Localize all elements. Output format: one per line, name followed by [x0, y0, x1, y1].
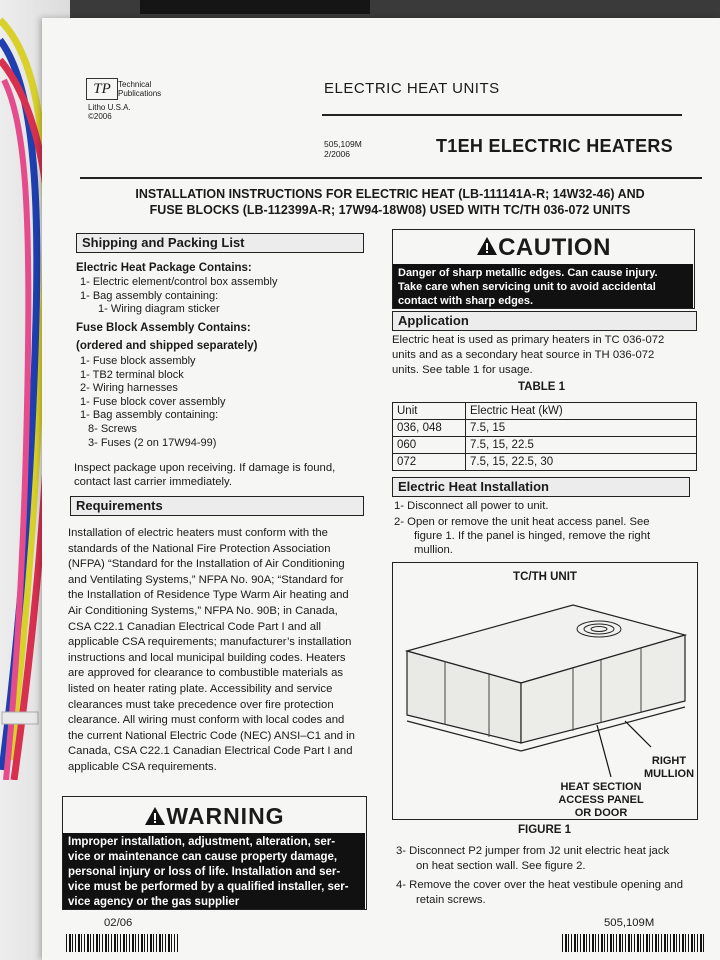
heat-section-label: HEAT SECTION ACCESS PANEL OR DOOR	[558, 781, 644, 819]
title-rule	[80, 177, 702, 179]
list-item: 1- Fuse block cover assembly	[80, 395, 226, 408]
tp-logo: TP	[86, 78, 118, 100]
install-step-2: 2- Open or remove the unit heat access panel. See figure 1. If the panel is hinged, remove the right mullion.	[394, 516, 651, 556]
litho-info: Litho U.S.A. ©2006	[88, 103, 131, 121]
list-item: 1- TB2 terminal block	[80, 368, 184, 381]
warning-box	[62, 796, 367, 910]
table-header-row: Unit Electric Heat (kW)	[393, 403, 697, 420]
right-mullion-label: RIGHT MULLION	[643, 755, 695, 780]
application-text: Electric heat is used as primary heaters in TC 036-072 units and as a secondary heat source in TH 036-072 units. See table 1 for usage.	[392, 334, 665, 376]
barcode-left	[66, 934, 178, 952]
footer-date: 02/06	[104, 917, 133, 929]
list-item: 1- Electric element/control box assembly	[80, 276, 278, 288]
product-title: T1EH ELECTRIC HEATERS	[436, 136, 673, 156]
fuse-heading: Fuse Block Assembly Contains:	[76, 322, 251, 334]
caution-triangle-icon	[476, 236, 498, 256]
caution-text: Danger of sharp metallic edges. Can cause injury. Take care when servicing unit to avoid accidental contact with sharp edges.	[393, 264, 693, 308]
list-item: 8- Screws	[88, 422, 137, 435]
list-item: 1- Bag assembly containing:	[80, 289, 219, 302]
application-heading: Application	[392, 311, 697, 331]
caution-title: CAUTION	[393, 230, 694, 264]
list-item: 1- Fuse block assembly	[80, 355, 196, 367]
figure-title: TC/TH UNIT	[513, 571, 577, 583]
install-step-4: 4- Remove the cover over the heat vestibule opening and retain screws.	[396, 879, 683, 906]
category-title: ELECTRIC HEAT UNITS	[324, 80, 500, 97]
table-row: 060 7.5, 15, 22.5	[393, 437, 697, 454]
footer-doc-number: 505,109M	[604, 917, 655, 929]
installation-heading: Electric Heat Installation	[392, 477, 690, 497]
fuse-subheading: (ordered and shipped separately)	[76, 340, 258, 352]
barcode-right	[562, 934, 704, 952]
list-item: 3- Fuses (2 on 17W94-99)	[88, 436, 217, 449]
table-row: 036, 048 7.5, 15	[393, 420, 697, 437]
warning-title: WARNING	[63, 797, 366, 831]
list-item: 1- Bag assembly containing:	[80, 409, 219, 422]
inspect-note: Inspect package upon receiving. If damage is found, contact last carrier immediately.	[74, 462, 336, 488]
warning-triangle-icon	[144, 806, 166, 826]
table-title: TABLE 1	[518, 381, 566, 393]
main-title: INSTALLATION INSTRUCTIONS FOR ELECTRIC HEAT (LB-111141A-R; 14W32-46) AND FUSE BLOCKS (LB-112399A-R; 17W94-18W08) USED WITH TC/TH 036-072 UNITS	[135, 187, 645, 217]
usage-table	[392, 402, 697, 471]
fuse-list	[80, 355, 226, 450]
publisher-name: Technical Publications	[118, 80, 162, 98]
install-step-1: 1- Disconnect all power to unit.	[394, 500, 549, 512]
doc-meta: 505,109M 2/2006	[324, 139, 362, 159]
caution-box	[392, 229, 695, 309]
figure-caption: FIGURE 1	[518, 824, 572, 836]
requirements-text: Installation of electric heaters must conform with the standards of the National Fire Protection Association (NFPA) “Standard for the Installation of Air Conditioning and Ventilating Systems,” NFPA No. 90A; “Standard for the Installation of Residence Type Warm Air heating and Air Conditioning Systems,” NFPA No. 90B; in Canada, CSA C22.1 Canadian Electrical Code Part I and all applicable CSA requirements; manufacturer’s installation instructions and local municipal building codes. Heaters are approved for clearance to combustible materials as listed on heater rating plate. Accessibility and service clearances must take precedence over fire protection clearance. All wiring must conform with local codes and the current National Electric Code (NEC) ANSI–C1 and in Canada, CSA C22.1 Canadian Electrical Code Part I and applicable CSA requirements.	[68, 527, 355, 773]
table-row: 072 7.5, 15, 22.5, 30	[393, 454, 697, 471]
list-item: 1- Wiring diagram sticker	[98, 303, 220, 316]
install-step-3: 3- Disconnect P2 jumper from J2 unit electric heat jack on heat section wall. See figure 2.	[396, 845, 670, 872]
figure-1	[392, 562, 698, 820]
list-item: 2- Wiring harnesses	[80, 382, 178, 395]
header-rule	[322, 114, 682, 116]
requirements-heading: Requirements	[70, 496, 364, 516]
package-heading: Electric Heat Package Contains:	[76, 262, 252, 274]
package-list	[80, 276, 277, 317]
dark-object-top	[140, 0, 370, 14]
shipping-heading: Shipping and Packing List	[76, 233, 364, 253]
warning-text: Improper installation, adjustment, alteration, ser- vice or maintenance can cause property damage, personal injury or loss of life. Installation and ser- vice must be performed by a qualified installer, ser- vice agency or the gas supplier	[63, 833, 365, 909]
